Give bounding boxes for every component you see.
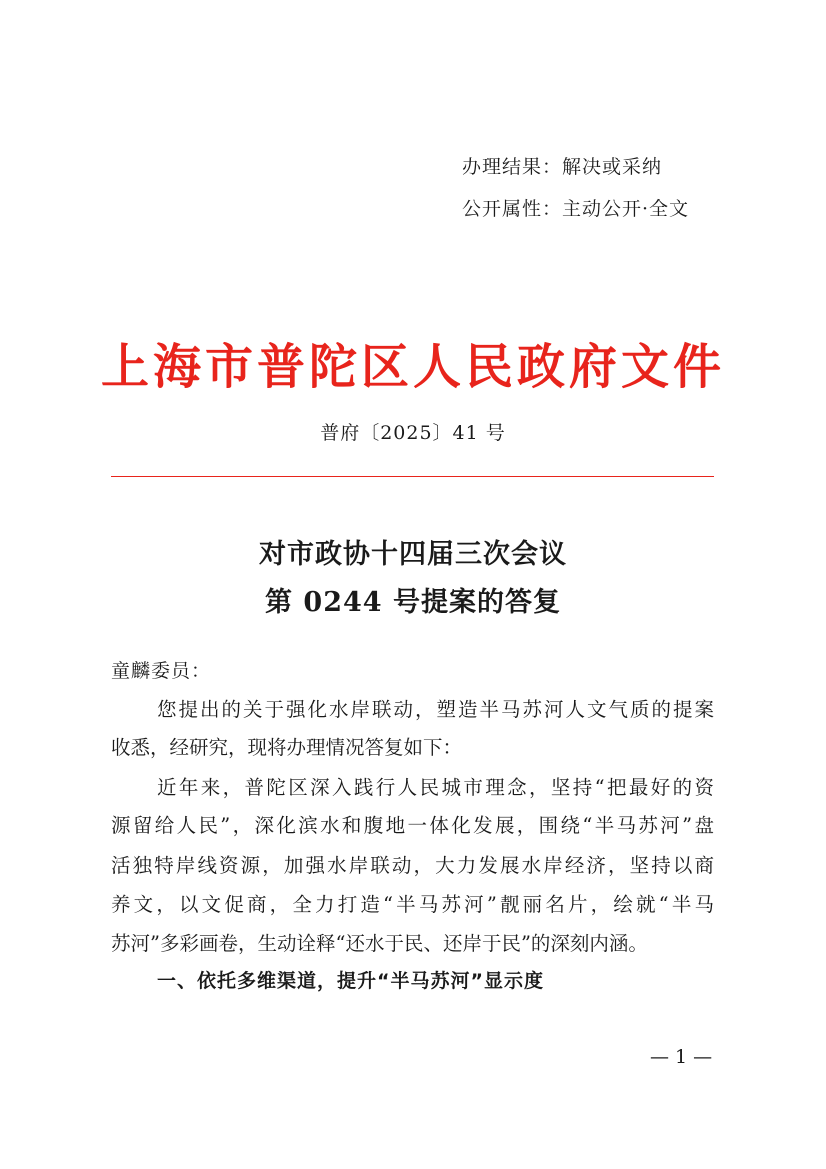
paragraph-1-line: 您提出的关于强化水岸联动，塑造半马苏河人文气质的提案: [157, 698, 714, 721]
paragraph-2-line: 源留给人民”，深化滨水和腹地一体化发展，围绕“半马苏河”盘: [111, 814, 714, 837]
document-number: 普府〔2025〕41 号: [320, 422, 506, 444]
paragraph-2-line: 近年来，普陀区深入践行人民城市理念，坚持“把最好的资: [157, 776, 714, 799]
section-1-heading: 一、依托多维渠道，提升“半马苏河”显示度: [157, 970, 544, 992]
page-number: — 1 —: [650, 1046, 713, 1068]
paragraph-1-line: 收悉，经研究，现将办理情况答复如下：: [111, 736, 463, 759]
paragraph-2-line: 活独特岸线资源，加强水岸联动，大力发展水岸经济，坚持以商: [111, 854, 714, 877]
header-divider: [111, 476, 714, 477]
paragraph-2-line: 苏河”多彩画卷，生动诠释“还水于民、还岸于民”的深刻内涵。: [111, 932, 648, 955]
salutation: 童麟委员：: [111, 660, 212, 682]
paragraph-2-line: 养文，以文促商，全力打造“半马苏河”靓丽名片，绘就“半马: [111, 893, 714, 916]
subject-line-2: 第 0244 号提案的答复: [265, 587, 561, 618]
document-header-title: 上海市普陀区人民政府文件: [100, 339, 725, 395]
handling-result: 办理结果：解决或采纳: [462, 156, 663, 178]
subject-line-1: 对市政协十四届三次会议: [259, 539, 567, 570]
disclosure-attribute: 公开属性：主动公开·全文: [462, 198, 690, 220]
